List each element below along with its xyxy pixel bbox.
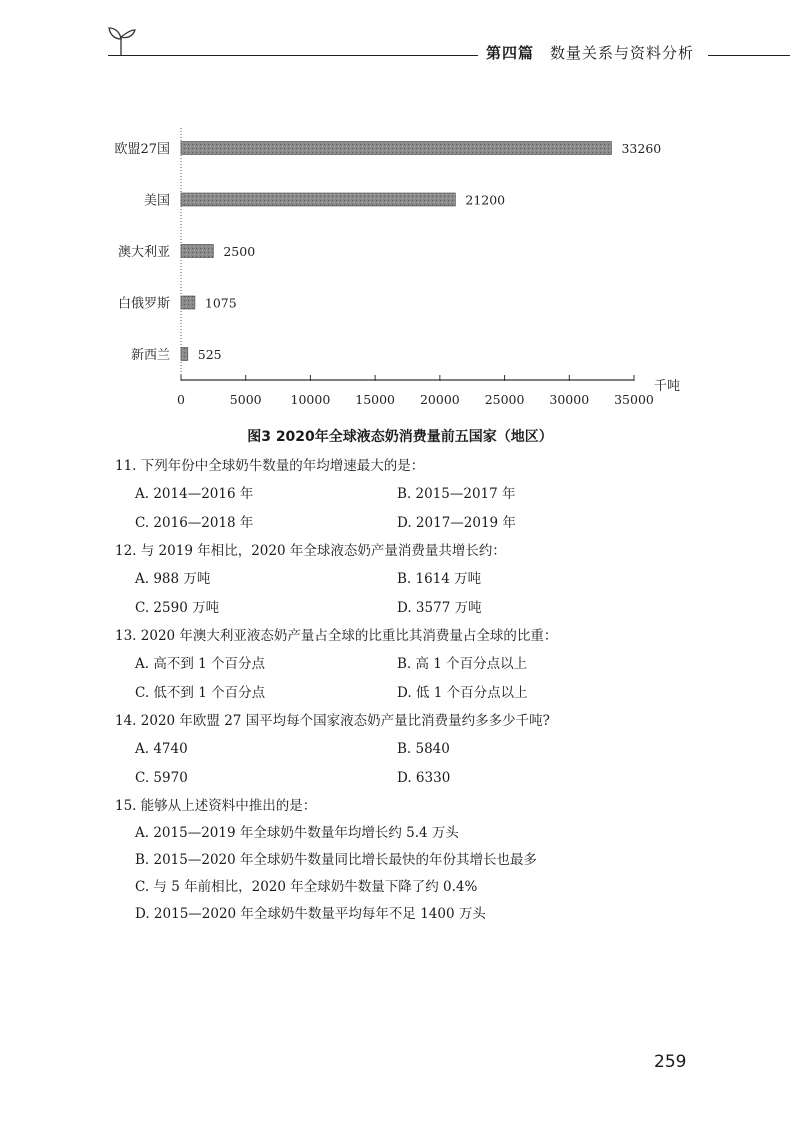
option-d: D. 2015—2020 年全球奶牛数量平均每年不足 1400 万头: [135, 906, 486, 922]
question-14: [115, 708, 755, 793]
data-label: 525: [197, 347, 222, 362]
category-label: 美国: [143, 193, 170, 209]
x-tick-label: 15000: [355, 392, 396, 407]
header-part: 第四篇: [486, 44, 535, 62]
option-c: C. 2016—2018 年: [135, 515, 254, 531]
option-b: B. 1614 万吨: [397, 571, 482, 587]
page-number: 259: [654, 1052, 687, 1072]
question-stem: 11. 下列年份中全球奶牛数量的年均增速最大的是：: [115, 458, 425, 474]
question-12: [115, 538, 755, 623]
category-label: 欧盟27国: [114, 142, 170, 157]
option-d: D. 低 1 个百分点以上: [397, 685, 528, 701]
chart-caption: 图3 2020年全球液态奶消费量前五国家（地区）: [247, 429, 553, 445]
option-c: C. 2590 万吨: [135, 600, 220, 616]
category-label: 白俄罗斯: [117, 296, 170, 312]
bar: [181, 348, 188, 361]
x-tick-label: 20000: [419, 392, 460, 407]
options-row: [115, 594, 755, 623]
x-tick-label: 5000: [229, 392, 262, 407]
category-label: 澳大利亚: [117, 245, 170, 260]
option-b: B. 2015—2017 年: [397, 486, 516, 502]
data-label: 33260: [621, 141, 662, 156]
question-15: [115, 793, 755, 928]
question-stem: 14. 2020 年欧盟 27 国平均每个国家液态奶产量比消费量约多多少千吨?: [115, 713, 550, 729]
option-d: D. 6330: [397, 770, 451, 786]
option-a: A. 2014—2016 年: [135, 486, 254, 502]
question-stem: 12. 与 2019 年相比，2020 年全球液态奶产量消费量共增长约：: [115, 543, 506, 559]
data-label: 2500: [223, 244, 256, 259]
question-13: [115, 623, 755, 708]
questions: [115, 453, 755, 928]
bar-chart: [0, 0, 800, 420]
header-section: 数量关系与资料分析: [550, 44, 695, 62]
question-stem: 13. 2020 年澳大利亚液态奶产量占全球的比重比其消费量占全球的比重：: [115, 628, 558, 644]
options-row: [115, 565, 755, 594]
options-row: [115, 735, 755, 764]
option-c: C. 低不到 1 个百分点: [135, 685, 266, 701]
question-stem: 15. 能够从上述资料中推出的是：: [115, 798, 317, 814]
options-row: [115, 650, 755, 679]
x-tick-label: 0: [177, 392, 185, 407]
option-d: D. 3577 万吨: [397, 600, 482, 616]
option-a: A. 2015—2019 年全球奶牛数量年均增长约 5.4 万头: [135, 825, 459, 841]
options-row: [115, 764, 755, 793]
option-c: C. 5970: [135, 770, 188, 786]
option-c: C. 与 5 年前相比，2020 年全球奶牛数量下降了约 0.4%: [135, 879, 478, 895]
bar: [181, 193, 455, 206]
option-a: A. 988 万吨: [135, 571, 211, 587]
bar: [181, 296, 195, 309]
bar: [181, 142, 611, 155]
category-label: 新西兰: [130, 348, 170, 363]
option-a: A. 4740: [135, 741, 188, 757]
data-label: 1075: [204, 295, 237, 311]
options-row: [115, 679, 755, 708]
options-row: [115, 509, 755, 538]
bar: [181, 245, 213, 258]
x-tick-label: 30000: [549, 392, 590, 407]
option-b: B. 5840: [397, 741, 450, 757]
x-tick-label: 25000: [484, 392, 525, 407]
option-d: D. 2017—2019 年: [397, 515, 516, 531]
data-label: 21200: [465, 192, 506, 208]
x-tick-label: 35000: [614, 392, 654, 407]
options-row: [115, 480, 755, 509]
option-a: A. 高不到 1 个百分点: [135, 656, 266, 672]
option-b: B. 2015—2020 年全球奶牛数量同比增长最快的年份其增长也最多: [135, 852, 538, 868]
option-b: B. 高 1 个百分点以上: [397, 656, 528, 672]
question-11: [115, 453, 755, 538]
x-tick-label: 10000: [290, 392, 331, 407]
x-axis-unit: 千吨: [654, 379, 681, 394]
